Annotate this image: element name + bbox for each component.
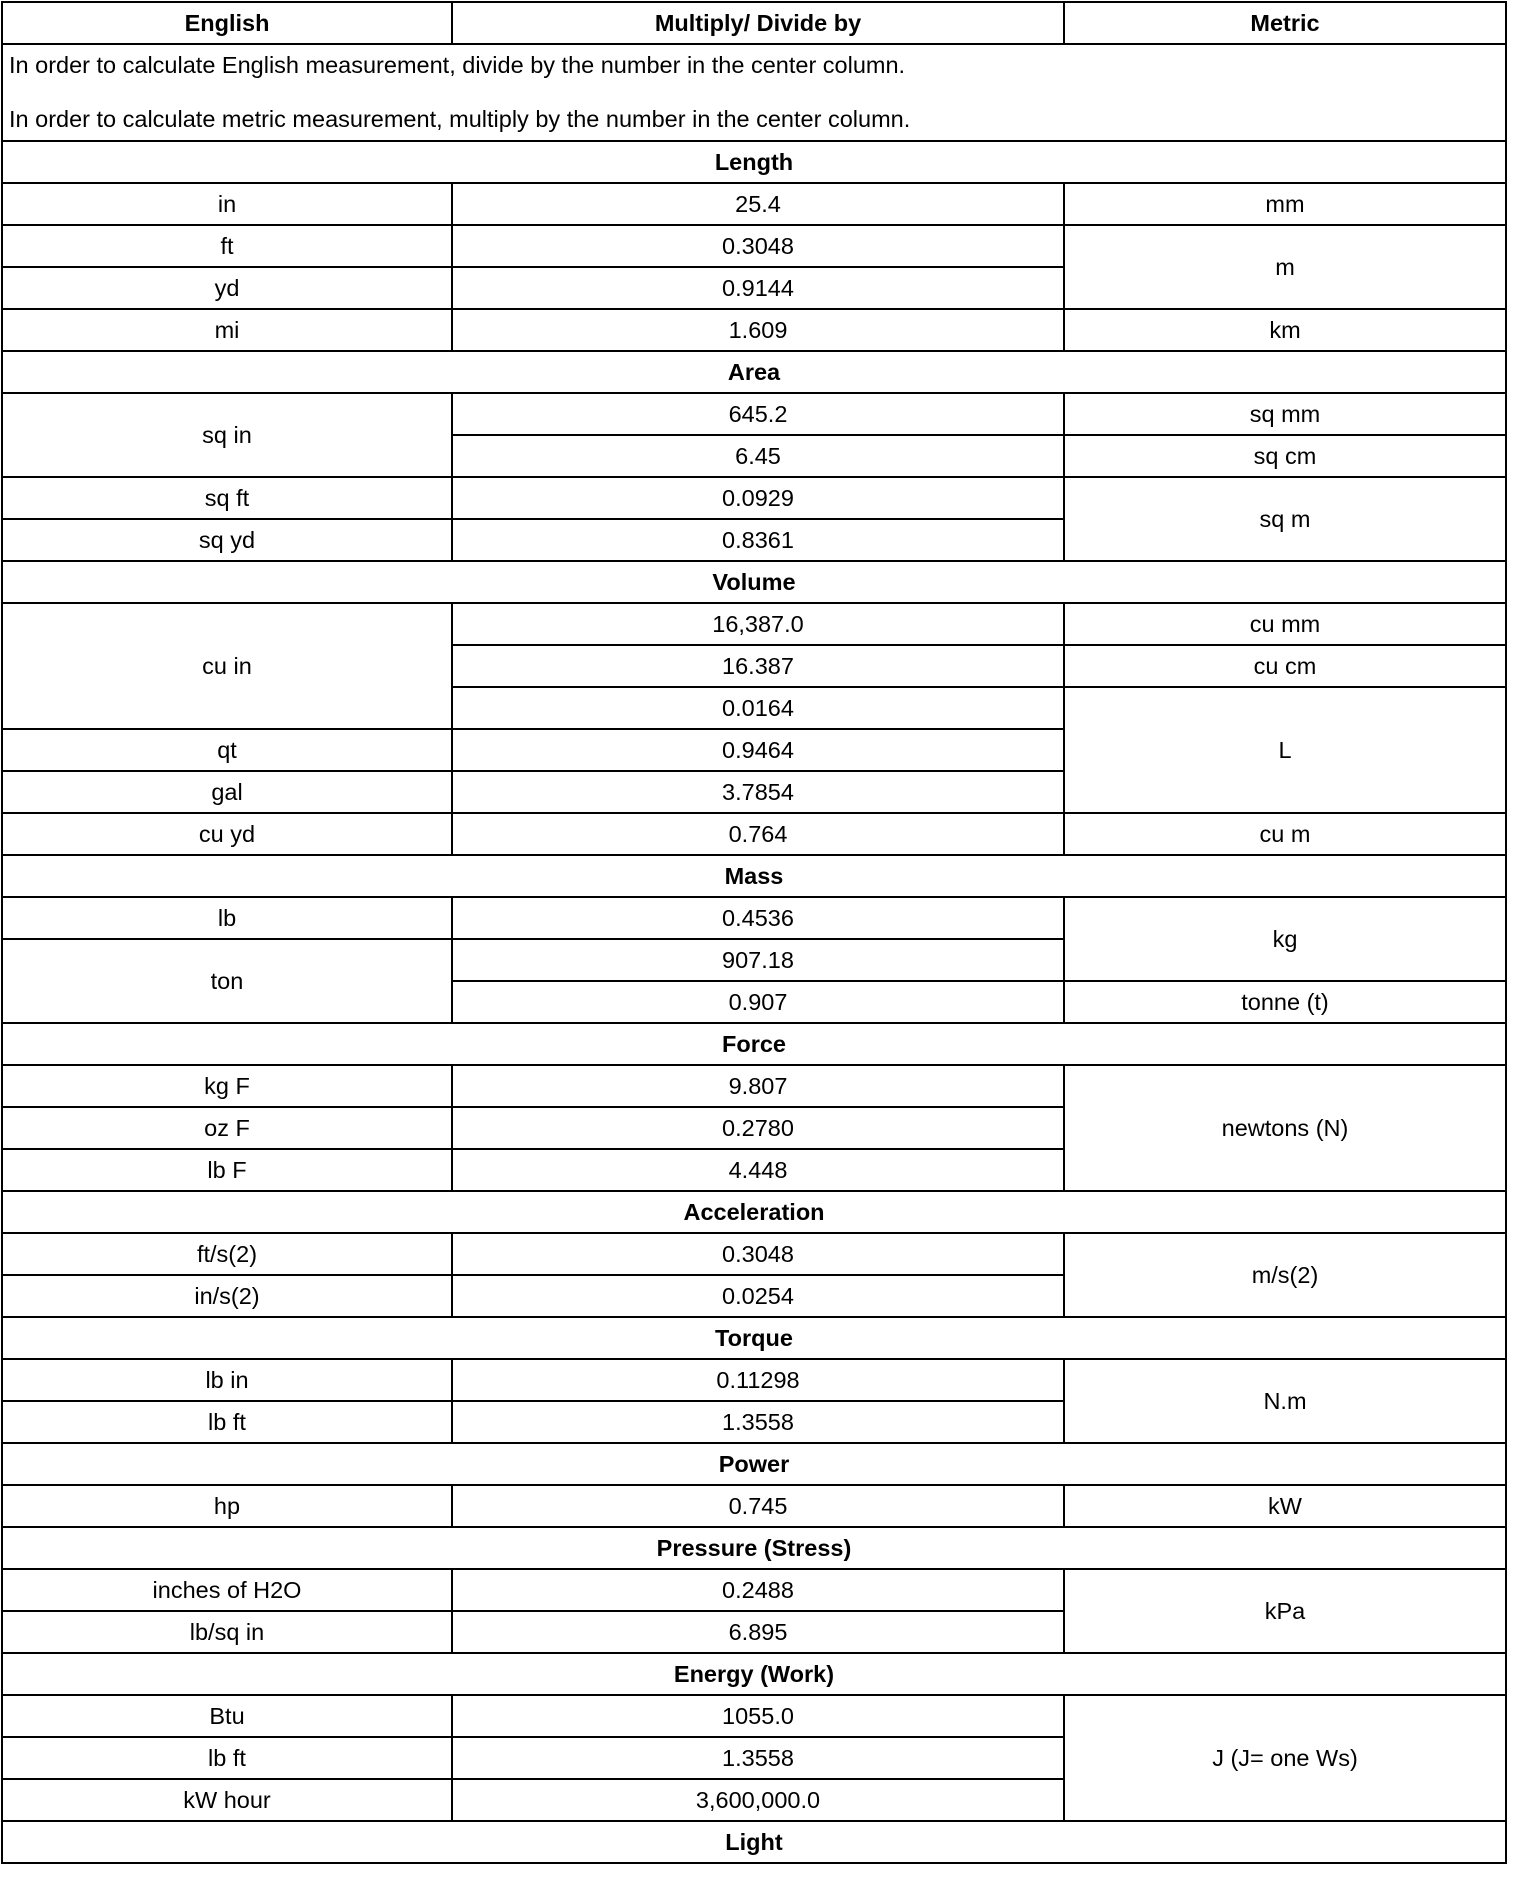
section-row-mass [2, 855, 1506, 897]
english-unit: hp [2, 1485, 452, 1527]
section-title: Torque [2, 1317, 1506, 1359]
metric-unit: cu m [1064, 813, 1506, 855]
conversion-table [1, 1, 1507, 1864]
conversion-factor: 0.3048 [452, 225, 1064, 267]
conversion-factor: 3,600,000.0 [452, 1779, 1064, 1821]
conversion-factor: 16,387.0 [452, 603, 1064, 645]
conversion-factor: 0.9464 [452, 729, 1064, 771]
metric-unit: kg [1064, 897, 1506, 981]
english-unit: oz F [2, 1107, 452, 1149]
table-row [2, 1359, 1506, 1401]
table-row [2, 1569, 1506, 1611]
metric-unit: L [1064, 687, 1506, 813]
english-unit: yd [2, 267, 452, 309]
english-unit: lb/sq in [2, 1611, 452, 1653]
conversion-factor: 0.745 [452, 1485, 1064, 1527]
conversion-factor: 9.807 [452, 1065, 1064, 1107]
section-row-acceleration [2, 1191, 1506, 1233]
table-row [2, 897, 1506, 939]
conversion-factor: 1.3558 [452, 1401, 1064, 1443]
english-unit: cu yd [2, 813, 452, 855]
section-title: Mass [2, 855, 1506, 897]
english-unit: sq in [2, 393, 452, 477]
conversion-factor: 0.0929 [452, 477, 1064, 519]
english-unit: lb ft [2, 1737, 452, 1779]
english-unit: gal [2, 771, 452, 813]
section-title: Length [2, 141, 1506, 183]
conversion-factor: 1.3558 [452, 1737, 1064, 1779]
metric-unit: mm [1064, 183, 1506, 225]
section-row-power [2, 1443, 1506, 1485]
metric-unit: kPa [1064, 1569, 1506, 1653]
table-row [2, 183, 1506, 225]
conversion-factor: 0.0254 [452, 1275, 1064, 1317]
english-unit: inches of H2O [2, 1569, 452, 1611]
metric-unit: cu cm [1064, 645, 1506, 687]
section-row-length [2, 141, 1506, 183]
metric-unit: J (J= one Ws) [1064, 1695, 1506, 1821]
metric-unit: km [1064, 309, 1506, 351]
conversion-factor: 0.11298 [452, 1359, 1064, 1401]
section-title: Pressure (Stress) [2, 1527, 1506, 1569]
metric-unit: newtons (N) [1064, 1065, 1506, 1191]
table-row [2, 813, 1506, 855]
conversion-factor: 3.7854 [452, 771, 1064, 813]
header-english: English [2, 2, 452, 44]
section-row-force [2, 1023, 1506, 1065]
conversion-factor: 16.387 [452, 645, 1064, 687]
metric-unit: m [1064, 225, 1506, 309]
metric-unit: m/s(2) [1064, 1233, 1506, 1317]
section-title: Acceleration [2, 1191, 1506, 1233]
conversion-factor: 0.2488 [452, 1569, 1064, 1611]
english-unit: in/s(2) [2, 1275, 452, 1317]
section-title: Light [2, 1821, 1506, 1863]
conversion-factor: 0.764 [452, 813, 1064, 855]
metric-unit: sq m [1064, 477, 1506, 561]
conversion-factor: 0.0164 [452, 687, 1064, 729]
metric-unit: kW [1064, 1485, 1506, 1527]
section-title: Volume [2, 561, 1506, 603]
section-title: Energy (Work) [2, 1653, 1506, 1695]
conversion-factor: 907.18 [452, 939, 1064, 981]
instruction-english: In order to calculate English measurement, divide by the number in the center column. [9, 52, 906, 78]
section-row-area [2, 351, 1506, 393]
english-unit: cu in [2, 603, 452, 729]
table-row [2, 1233, 1506, 1275]
conversion-factor: 0.9144 [452, 267, 1064, 309]
header-row [2, 2, 1506, 44]
english-unit: lb F [2, 1149, 452, 1191]
english-unit: ft/s(2) [2, 1233, 452, 1275]
english-unit: lb [2, 897, 452, 939]
section-row-pressure [2, 1527, 1506, 1569]
english-unit: mi [2, 309, 452, 351]
metric-unit: sq mm [1064, 393, 1506, 435]
conversion-factor: 645.2 [452, 393, 1064, 435]
table-row [2, 1695, 1506, 1737]
section-row-light [2, 1821, 1506, 1863]
conversion-factor: 0.4536 [452, 897, 1064, 939]
english-unit: in [2, 183, 452, 225]
conversion-factor: 0.907 [452, 981, 1064, 1023]
table-row [2, 309, 1506, 351]
metric-unit: cu mm [1064, 603, 1506, 645]
conversion-factor: 4.448 [452, 1149, 1064, 1191]
metric-unit: tonne (t) [1064, 981, 1506, 1023]
conversion-factor: 1.609 [452, 309, 1064, 351]
header-metric: Metric [1064, 2, 1506, 44]
english-unit: kg F [2, 1065, 452, 1107]
section-row-energy [2, 1653, 1506, 1695]
english-unit: qt [2, 729, 452, 771]
metric-unit: sq cm [1064, 435, 1506, 477]
conversion-factor: 6.895 [452, 1611, 1064, 1653]
conversion-factor: 0.8361 [452, 519, 1064, 561]
section-row-torque [2, 1317, 1506, 1359]
conversion-factor: 1055.0 [452, 1695, 1064, 1737]
english-unit: Btu [2, 1695, 452, 1737]
english-unit: lb ft [2, 1401, 452, 1443]
table-row [2, 1065, 1506, 1107]
conversion-factor: 0.3048 [452, 1233, 1064, 1275]
english-unit: ft [2, 225, 452, 267]
conversion-factor: 25.4 [452, 183, 1064, 225]
english-unit: lb in [2, 1359, 452, 1401]
section-title: Force [2, 1023, 1506, 1065]
english-unit: sq ft [2, 477, 452, 519]
conversion-factor: 6.45 [452, 435, 1064, 477]
section-title: Area [2, 351, 1506, 393]
conversion-factor: 0.2780 [452, 1107, 1064, 1149]
english-unit: sq yd [2, 519, 452, 561]
notes-row [2, 44, 1506, 141]
section-title: Power [2, 1443, 1506, 1485]
table-row [2, 603, 1506, 645]
instruction-metric: In order to calculate metric measurement, multiply by the number in the center column. [9, 106, 911, 132]
table-row [2, 477, 1506, 519]
english-unit: ton [2, 939, 452, 1023]
header-factor: Multiply/ Divide by [452, 2, 1064, 44]
section-row-volume [2, 561, 1506, 603]
table-row [2, 225, 1506, 267]
english-unit: kW hour [2, 1779, 452, 1821]
metric-unit: N.m [1064, 1359, 1506, 1443]
table-row [2, 393, 1506, 435]
instructions-cell [2, 44, 1506, 141]
table-row [2, 1485, 1506, 1527]
